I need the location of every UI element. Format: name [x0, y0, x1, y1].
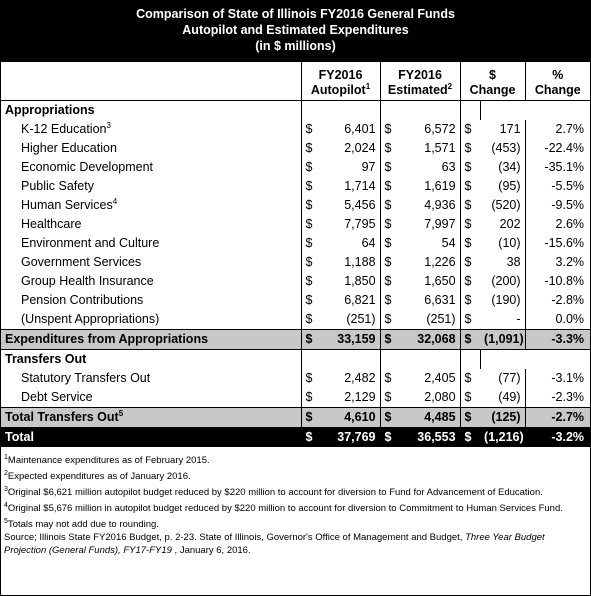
change-value: (190) [491, 293, 521, 307]
estimated-value: 2,405 [424, 371, 456, 385]
autopilot-value: 6,401 [344, 122, 376, 136]
pct-change-value: 2.7% [525, 120, 590, 139]
dollar-sign: $ [301, 291, 321, 310]
dollar-sign: $ [380, 408, 400, 428]
autopilot-value: 5,456 [344, 198, 376, 212]
table-title [1, 1, 590, 62]
dollar-sign: $ [301, 234, 321, 253]
row-label-text: Economic Development [21, 160, 154, 174]
dollar-sign: $ [380, 388, 400, 408]
pct-change-value: -35.1% [525, 158, 590, 177]
section-appropriations-blank [301, 101, 321, 121]
row-label-text: Group Health Insurance [21, 274, 154, 288]
footnotes [1, 454, 590, 560]
dollar-sign: $ [301, 158, 321, 177]
dollar-sign: $ [460, 330, 480, 350]
section-transfers-out-blank [400, 350, 460, 370]
expenditures-total-row [1, 330, 590, 350]
table-row [1, 139, 590, 158]
row-label [1, 388, 301, 408]
estimated-value: 36,553 [400, 428, 460, 448]
dollar-sign: $ [301, 215, 321, 234]
autopilot-value: 2,129 [344, 390, 376, 404]
row-label-text: K-12 Education [21, 122, 107, 136]
row-label-text: Debt Service [21, 390, 93, 404]
footnote-5: $^5$Totals may not add due to rounding. [4, 517, 159, 530]
estimated-value: 4,485 [400, 408, 460, 428]
change-value: 38 [506, 255, 521, 269]
autopilot-value: 2,482 [344, 371, 376, 385]
autopilot-value: 64 [361, 236, 376, 250]
table-row [1, 196, 590, 215]
autopilot-value: 1,188 [344, 255, 376, 269]
row-label-text: Higher Education [21, 141, 117, 155]
change-value: (200) [491, 274, 521, 288]
change-value: - [516, 312, 521, 326]
row-label-text: Environment and Culture [21, 236, 160, 250]
dollar-sign: $ [301, 369, 321, 388]
footnote-marker: 4 [112, 196, 118, 206]
row-label [1, 310, 301, 330]
grand-total-row [1, 428, 590, 448]
pct-change-value: -5.5% [525, 177, 590, 196]
estimated-value: 7,997 [424, 217, 456, 231]
row-label [1, 120, 301, 139]
dollar-sign: $ [460, 310, 480, 330]
transfers-total-row [1, 408, 590, 428]
pct-change-value: -10.8% [525, 272, 590, 291]
dollar-sign: $ [460, 215, 480, 234]
section-appropriations-blank [380, 101, 400, 121]
row-label-text: Statutory Transfers Out [21, 371, 151, 385]
autopilot-value: 33,159 [321, 330, 380, 350]
header-dollar-change: $ Change [460, 62, 525, 101]
table-row [1, 291, 590, 310]
footnote-2: $^2$Expected expenditures as of January 2016. [4, 469, 191, 482]
change-value: (125) [480, 408, 525, 428]
dollar-sign: $ [460, 428, 480, 448]
row-label [1, 196, 301, 215]
dollar-sign: $ [301, 310, 321, 330]
header-pct-change: % Change [525, 62, 590, 101]
dollar-sign: $ [301, 408, 321, 428]
autopilot-value: (251) [346, 312, 376, 326]
row-label-text: Total Transfers Out [5, 410, 119, 424]
row-label [1, 215, 301, 234]
pct-change-value: -3.3% [525, 330, 590, 350]
table-row [1, 388, 590, 408]
dollar-sign: $ [301, 388, 321, 408]
change-value: (453) [491, 141, 521, 155]
dollar-sign: $ [460, 272, 480, 291]
autopilot-value: 37,769 [321, 428, 380, 448]
dollar-sign: $ [460, 253, 480, 272]
change-value: (1,091) [480, 330, 525, 350]
footnote-3: $^3$Original $6,621 million autopilot budget reduced by $220 million to account for diversion to Fund for Advancement of Education. [4, 485, 543, 498]
dollar-sign: $ [301, 330, 321, 350]
footnote-4: $^4$Original $5,676 million in autopilot budget reduced by $220 million to account for diversion to Commitment to Human Services Fund. [4, 501, 563, 514]
estimated-value: 1,226 [424, 255, 456, 269]
footnote-marker: 3 [106, 120, 111, 130]
dollar-sign: $ [460, 139, 480, 158]
dollar-sign: $ [460, 196, 480, 215]
change-value: (10) [498, 236, 521, 250]
autopilot-value: 1,714 [344, 179, 376, 193]
estimated-value: 6,572 [424, 122, 456, 136]
estimated-value: (251) [426, 312, 456, 326]
dollar-sign: $ [460, 369, 480, 388]
row-label [1, 234, 301, 253]
pct-change-value: 0.0% [525, 310, 590, 330]
row-label [1, 330, 301, 350]
dollar-sign: $ [380, 272, 400, 291]
change-value: (520) [491, 198, 521, 212]
dollar-sign: $ [380, 177, 400, 196]
dollar-sign: $ [380, 158, 400, 177]
section-transfers-out-blank [380, 350, 400, 370]
row-label-text: Healthcare [21, 217, 82, 231]
dollar-sign: $ [460, 120, 480, 139]
section-appropriations-label: Appropriations [5, 103, 95, 117]
pct-change-value: -3.1% [525, 369, 590, 388]
estimated-value: 1,571 [424, 141, 456, 155]
title-line-1: Comparison of State of Illinois FY2016 General Funds [136, 7, 455, 21]
row-label-text: (Unspent Appropriations) [21, 312, 160, 326]
estimated-value: 54 [441, 236, 456, 250]
section-appropriations-blank [480, 101, 525, 121]
section-transfers-out-blank [480, 350, 525, 370]
section-appropriations-blank [321, 101, 380, 121]
row-label-text: Total [5, 430, 34, 444]
row-label-text: Public Safety [21, 179, 94, 193]
dollar-sign: $ [301, 253, 321, 272]
pct-change-value: 2.6% [525, 215, 590, 234]
source-note: Source; Illinois State FY2016 Budget, p. 2-23. State of Illinois, Governor's Office of Management and Budget, Three Year Budget Projection (General Funds), FY17-FY19 , January 6, 2016. [4, 532, 545, 556]
dollar-sign: $ [460, 388, 480, 408]
change-value: (77) [498, 371, 521, 385]
pct-change-value: -9.5% [525, 196, 590, 215]
pct-change-value: -2.3% [525, 388, 590, 408]
estimated-value: 6,631 [424, 293, 456, 307]
dollar-sign: $ [380, 428, 400, 448]
expenditure-table [1, 62, 590, 447]
title-line-2: Autopilot and Estimated Expenditures [182, 23, 409, 37]
section-appropriations [1, 101, 590, 121]
row-label [1, 139, 301, 158]
section-transfers-out-blank [460, 350, 480, 370]
change-value: 171 [499, 122, 521, 136]
dollar-sign: $ [301, 120, 321, 139]
autopilot-value: 97 [361, 160, 376, 174]
estimated-value: 32,068 [400, 330, 460, 350]
table-row [1, 272, 590, 291]
change-value: (49) [498, 390, 521, 404]
column-header-row [1, 62, 590, 101]
dollar-sign: $ [380, 234, 400, 253]
estimated-value: 1,619 [424, 179, 456, 193]
row-label-text: Government Services [21, 255, 142, 269]
dollar-sign: $ [301, 428, 321, 448]
row-label-text: Pension Contributions [21, 293, 144, 307]
pct-change-value: -3.2% [525, 428, 590, 448]
dollar-sign: $ [301, 177, 321, 196]
table-row [1, 310, 590, 330]
footnote-marker: 5 [118, 408, 124, 418]
dollar-sign: $ [380, 291, 400, 310]
autopilot-value: 6,821 [344, 293, 376, 307]
row-label-text: Human Services [21, 198, 113, 212]
row-label [1, 369, 301, 388]
dollar-sign: $ [460, 177, 480, 196]
dollar-sign: $ [380, 310, 400, 330]
change-value: (34) [498, 160, 521, 174]
change-value: (1,216) [480, 428, 525, 448]
header-autopilot: FY2016 Autopilot$^1$ [301, 62, 380, 101]
row-label [1, 177, 301, 196]
section-appropriations-blank [460, 101, 480, 121]
dollar-sign: $ [380, 139, 400, 158]
dollar-sign: $ [380, 196, 400, 215]
section-transfers-out-blank [301, 350, 321, 370]
autopilot-value: 7,795 [344, 217, 376, 231]
row-label-text: Expenditures from Appropriations [5, 332, 209, 346]
title-line-3: (in $ millions) [255, 39, 336, 53]
dollar-sign: $ [380, 120, 400, 139]
dollar-sign: $ [380, 215, 400, 234]
dollar-sign: $ [380, 369, 400, 388]
dollar-sign: $ [460, 234, 480, 253]
dollar-sign: $ [380, 253, 400, 272]
row-label [1, 291, 301, 310]
autopilot-value: 4,610 [321, 408, 380, 428]
change-value: 202 [499, 217, 521, 231]
section-transfers-out [1, 350, 590, 370]
row-label [1, 408, 301, 428]
header-blank [1, 62, 301, 101]
section-transfers-out-label: Transfers Out [5, 352, 87, 366]
dollar-sign: $ [301, 272, 321, 291]
row-label [1, 428, 301, 448]
pct-change-value: -15.6% [525, 234, 590, 253]
pct-change-value: -2.8% [525, 291, 590, 310]
dollar-sign: $ [301, 196, 321, 215]
dollar-sign: $ [460, 291, 480, 310]
table-row [1, 369, 590, 388]
pct-change-value: 3.2% [525, 253, 590, 272]
dollar-sign: $ [460, 408, 480, 428]
estimated-value: 4,936 [424, 198, 456, 212]
table-row [1, 158, 590, 177]
pct-change-value: -22.4% [525, 139, 590, 158]
estimated-value: 2,080 [424, 390, 456, 404]
row-label [1, 272, 301, 291]
row-label [1, 158, 301, 177]
table-row [1, 234, 590, 253]
header-estimated: FY2016 Estimated$^2$ [380, 62, 460, 101]
autopilot-value: 1,850 [344, 274, 376, 288]
change-value: (95) [498, 179, 521, 193]
table-row [1, 253, 590, 272]
section-transfers-out-blank [321, 350, 380, 370]
section-appropriations-blank [400, 101, 460, 121]
footnote-1: $^1$Maintenance expenditures as of February 2015. [4, 453, 210, 466]
dollar-sign: $ [460, 158, 480, 177]
pct-change-value: -2.7% [525, 408, 590, 428]
table-row [1, 120, 590, 139]
table-row [1, 177, 590, 196]
table-row [1, 215, 590, 234]
dollar-sign: $ [301, 139, 321, 158]
row-label [1, 253, 301, 272]
autopilot-value: 2,024 [344, 141, 376, 155]
dollar-sign: $ [380, 330, 400, 350]
estimated-value: 1,650 [424, 274, 456, 288]
estimated-value: 63 [441, 160, 456, 174]
